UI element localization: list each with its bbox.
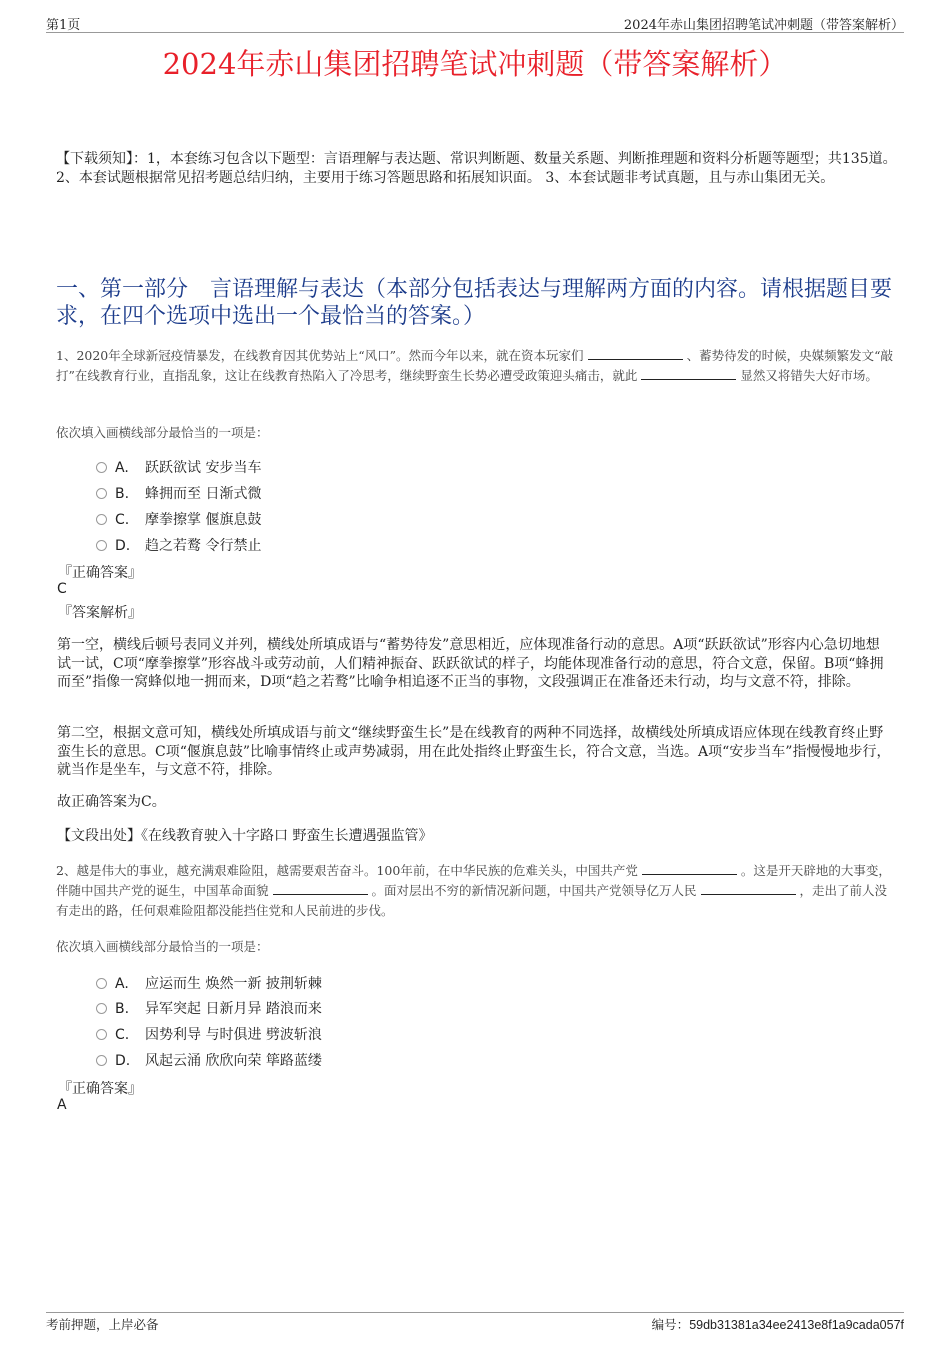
option-text: 摩拳擦掌 偃旗息鼓 (145, 512, 262, 528)
code-label: 编号： (651, 1317, 690, 1332)
stem-text: 、蓄势待发的时候，央媒频繁发文“敲打”在线教育行业，直指乱象，这让在线教育热陷入了冷思考，继续野蛮生长势必遭受政策迎头痛击，就此 (56, 348, 893, 383)
option-key: A. (115, 976, 129, 992)
analysis-conclusion: 故正确答案为C。 (57, 794, 166, 810)
fill-blank (641, 367, 736, 380)
answer-label: 『正确答案』 (58, 1081, 142, 1097)
option-text: 因势利导 与时俱进 劈波斩浪 (145, 1027, 322, 1043)
answer-value: A (57, 1097, 67, 1113)
fill-blank (701, 882, 796, 895)
answer-label: 『正确答案』 (58, 565, 142, 581)
answer-value: C (57, 581, 67, 597)
option-text: 风起云涌 欣欣向荣 筚路蓝缕 (145, 1053, 322, 1069)
question-2-stem (56, 861, 898, 921)
header-doc-title: 2024年赤山集团招聘笔试冲刺题（带答案解析） (623, 18, 904, 33)
option-d[interactable] (96, 1050, 322, 1070)
radio-icon[interactable] (96, 978, 107, 989)
radio-icon[interactable] (96, 488, 107, 499)
radio-icon[interactable] (96, 1055, 107, 1066)
analysis-paragraph: 第一空，横线后顿号表同义并列，横线处所填成语与“蓄势待发”意思相近，应体现准备行动的意思。A项“跃跃欲试”形容内心急切地想试一试，C项“摩拳擦掌”形容战斗或劳动前，人们精神振奋、跃跃欲试的样子，均能体现准备行动的意思，符合文意，保留。B项“蜂拥而至”指像一窝蜂似地一拥而来，D项“趋之若鹜”比喻争相追逐不正当的事物，文段强调正在准备还未行动，均与文意不符，排除。 (57, 637, 884, 690)
option-c[interactable] (96, 509, 261, 529)
option-text: 异军突起 日新月异 踏浪而来 (145, 1001, 322, 1017)
option-key: B. (115, 486, 130, 502)
page-footer (46, 1312, 904, 1332)
option-a[interactable] (96, 973, 322, 993)
fill-blank (642, 862, 737, 875)
option-a[interactable] (96, 457, 261, 477)
option-key: D. (115, 1053, 131, 1069)
option-key: A. (115, 460, 129, 476)
code-value: 59db31381a34ee2413e8f1a9cada057f (689, 1318, 904, 1332)
stem-text: 2、越是伟大的事业，越充满艰难险阻，越需要艰苦奋斗。100年前，在中华民族的危难关头，中国共产党 (56, 863, 638, 878)
section-heading: 一、第一部分 言语理解与表达（本部分包括表达与理解两方面的内容。请根据题目要求，在四个选项中选出一个最恰当的答案。） (56, 277, 893, 329)
option-b[interactable] (96, 483, 261, 503)
stem-text: 显然又将错失大好市场。 (740, 368, 878, 383)
option-d[interactable] (96, 535, 261, 555)
radio-icon[interactable] (96, 540, 107, 551)
stem-text: ，走出了前人没有走出的路，任何艰难险阻都没能挡住党和人民前进的步伐。 (56, 883, 888, 918)
download-notice: 【下载须知】：1，本套练习包含以下题型：言语理解与表达题、常识判断题、数量关系题、判断推理题和资料分析题等题型；共135道。 2、本套试题根据常见招考题总结归纳，主要用于练习答题思路和拓展知识面。 3、本套试题非考试真题，且与赤山集团无关。 (56, 151, 897, 186)
option-text: 蜂拥而至 日渐式微 (145, 486, 262, 502)
option-b[interactable] (96, 998, 322, 1018)
radio-icon[interactable] (96, 1029, 107, 1040)
source-citation: 【文段出处】《在线教育驶入十字路口 野蛮生长遭遇强监管》 (57, 828, 433, 844)
footer-slogan: 考前押题，上岸必备 (46, 1317, 159, 1332)
page-number: 第1页 (46, 18, 81, 33)
option-key: C. (115, 1027, 130, 1043)
question-1-prompt: 依次填入画横线部分最恰当的一项是： (56, 425, 269, 440)
document-code (652, 1315, 904, 1333)
radio-icon[interactable] (96, 462, 107, 473)
document-title: 2024年赤山集团招聘笔试冲刺题（带答案解析） (162, 47, 788, 81)
fill-blank (273, 882, 368, 895)
option-key: D. (115, 538, 131, 554)
fill-blank (588, 347, 683, 360)
stem-text: 。面对层出不穷的新情况新问题，中国共产党领导亿万人民 (371, 883, 697, 898)
analysis-label: 『答案解析』 (58, 605, 142, 621)
stem-text: 1、2020年全球新冠疫情暴发，在线教育因其优势站上“风口”。然而今年以来，就在资本玩家们 (56, 348, 584, 363)
radio-icon[interactable] (96, 514, 107, 525)
option-text: 趋之若鹜 令行禁止 (145, 538, 262, 554)
option-c[interactable] (96, 1024, 322, 1044)
option-text: 跃跃欲试 安步当车 (145, 460, 262, 476)
stem-text: 。这是开天辟地的大事变，伴随中国共产党的诞生，中国革命面貌 (56, 863, 891, 898)
analysis-paragraph: 第二空，根据文意可知，横线处所填成语与前文“继续野蛮生长”是在线教育的两种不同选择，故横线处所填成语应体现在线教育终止野蛮生长的意思。C项“偃旗息鼓”比喻事情终止或声势减弱，用在此处指终止野蛮生长，符合文意，当选。A项“安步当车”指慢慢地步行，就当作是坐车，与文意不符，排除。 (57, 725, 891, 778)
radio-icon[interactable] (96, 1003, 107, 1014)
option-key: B. (115, 1001, 130, 1017)
question-2-prompt: 依次填入画横线部分最恰当的一项是： (56, 939, 269, 954)
option-key: C. (115, 512, 130, 528)
page-header (46, 14, 904, 33)
option-text: 应运而生 焕然一新 披荆斩棘 (145, 976, 322, 992)
question-1-stem (56, 346, 898, 386)
